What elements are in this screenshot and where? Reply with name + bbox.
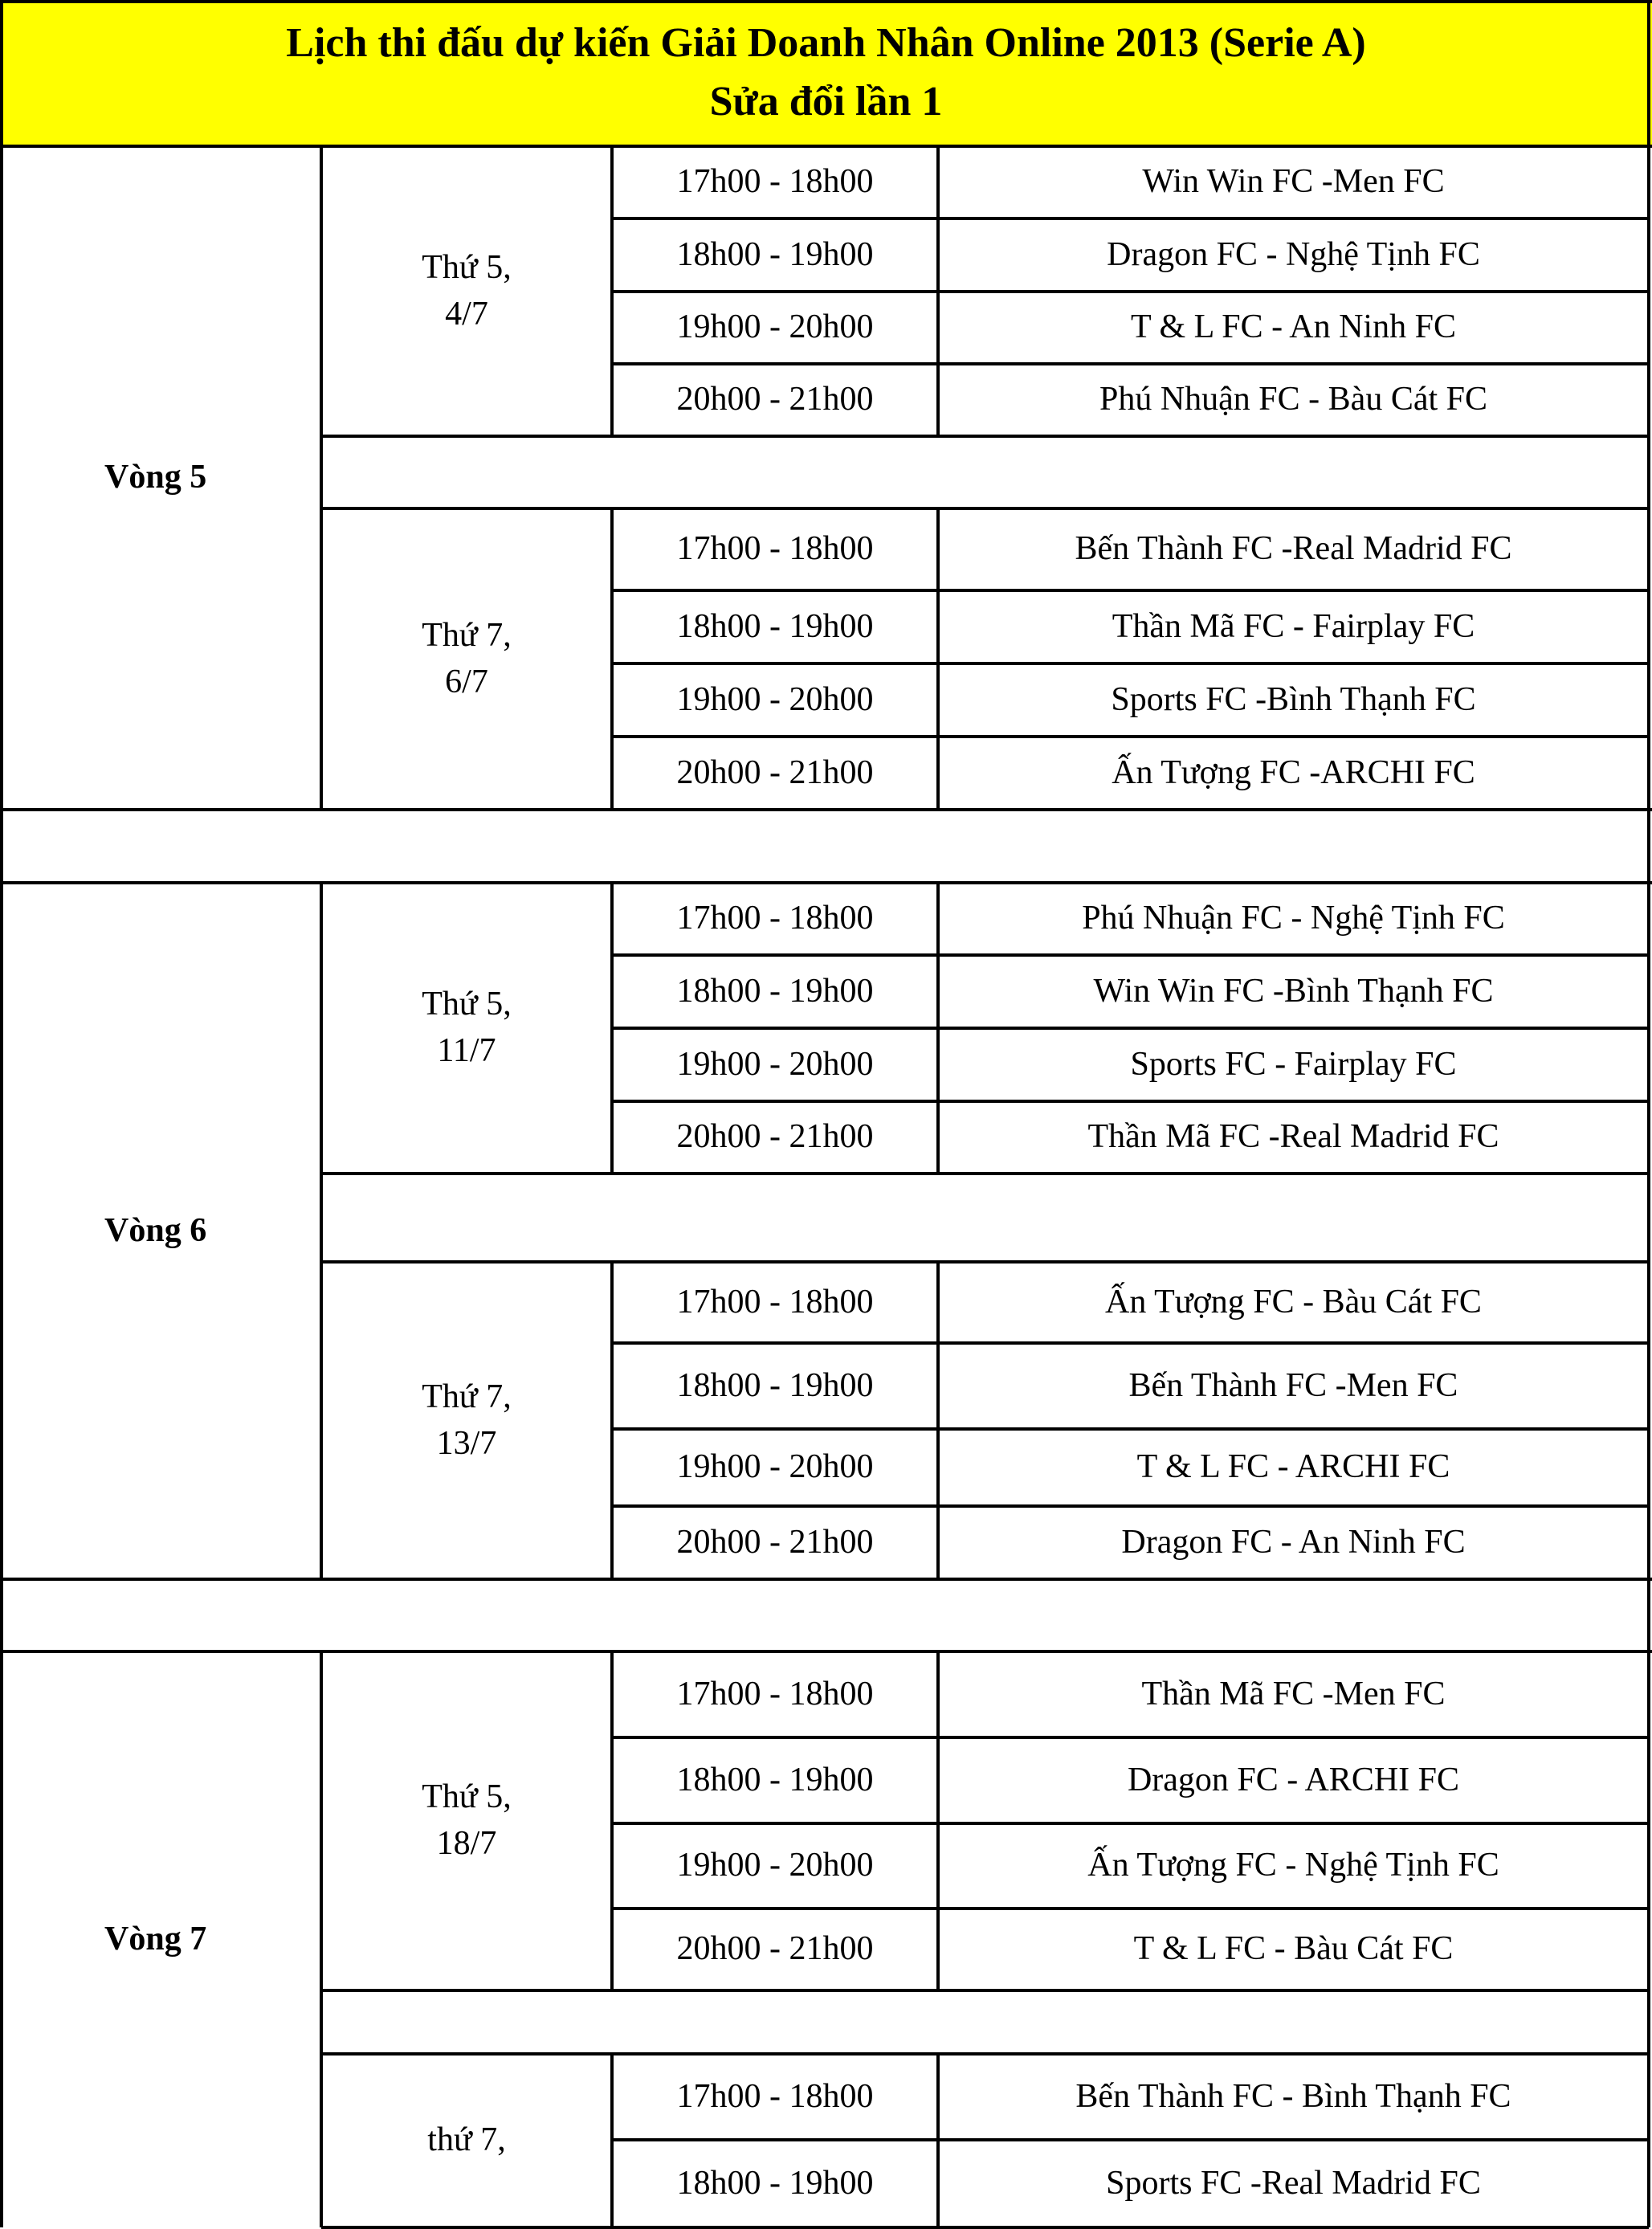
time-slot: 19h00 - 20h00 bbox=[676, 1448, 874, 1486]
match-fixture: Bến Thành FC - Bình Thạnh FC bbox=[1075, 2077, 1511, 2115]
time-slot: 17h00 - 18h00 bbox=[676, 163, 874, 201]
grid-line bbox=[321, 1989, 1649, 1992]
grid-line bbox=[610, 1262, 614, 1579]
grid-line bbox=[320, 1651, 323, 2227]
table-border bbox=[0, 0, 3, 146]
day-label: Thứ 5, 11/7 bbox=[422, 986, 512, 1069]
time-slot: 19h00 - 20h00 bbox=[676, 680, 874, 718]
table-border bbox=[1647, 1579, 1650, 1651]
match-fixture: Sports FC -Real Madrid FC bbox=[1106, 2164, 1481, 2202]
round-label: Vòng 6 bbox=[104, 1211, 207, 1249]
grid-line bbox=[1647, 146, 1650, 810]
grid-line bbox=[612, 1100, 1649, 1103]
grid-line bbox=[936, 508, 940, 810]
time-slot: 20h00 - 21h00 bbox=[676, 1930, 874, 1968]
time-slot: 19h00 - 20h00 bbox=[676, 308, 874, 346]
grid-line bbox=[321, 1172, 1649, 1175]
time-slot: 20h00 - 21h00 bbox=[676, 1118, 874, 1156]
table-border bbox=[0, 1579, 3, 1651]
time-slot: 19h00 - 20h00 bbox=[676, 1847, 874, 1884]
grid-line bbox=[1647, 883, 1650, 1579]
time-slot: 19h00 - 20h00 bbox=[676, 1045, 874, 1083]
grid-line bbox=[321, 435, 1649, 438]
time-slot: 20h00 - 21h00 bbox=[676, 753, 874, 791]
match-fixture: Sports FC -Bình Thạnh FC bbox=[1111, 680, 1476, 718]
match-fixture: Win Win FC -Men FC bbox=[1142, 163, 1445, 201]
match-fixture: Phú Nhuận FC - Nghệ Tịnh FC bbox=[1082, 900, 1505, 937]
day-label: Thứ 5, 18/7 bbox=[422, 1778, 512, 1862]
time-slot: 18h00 - 19h00 bbox=[676, 607, 874, 645]
match-fixture: Thần Mã FC - Fairplay FC bbox=[1112, 607, 1475, 645]
match-fixture: Dragon FC - Nghệ Tịnh FC bbox=[1107, 235, 1480, 273]
time-slot: 18h00 - 19h00 bbox=[676, 972, 874, 1010]
grid-line bbox=[321, 507, 1649, 510]
grid-line bbox=[612, 1822, 1649, 1825]
match-fixture: Thần Mã FC -Real Madrid FC bbox=[1087, 1118, 1499, 1156]
match-fixture: T & L FC - An Ninh FC bbox=[1131, 308, 1456, 346]
grid-line bbox=[610, 508, 614, 810]
table-border bbox=[1647, 810, 1650, 883]
time-slot: 17h00 - 18h00 bbox=[676, 530, 874, 568]
time-slot: 17h00 - 18h00 bbox=[676, 900, 874, 937]
grid-line bbox=[1647, 1651, 1650, 2227]
table-border bbox=[0, 810, 3, 883]
day-label: thứ 7, bbox=[427, 2121, 506, 2159]
grid-line bbox=[610, 883, 614, 1174]
table-border bbox=[0, 1650, 1652, 1653]
table-border bbox=[0, 0, 1652, 3]
time-slot: 18h00 - 19h00 bbox=[676, 235, 874, 273]
grid-line bbox=[610, 146, 614, 436]
grid-line bbox=[612, 362, 1649, 365]
grid-line bbox=[612, 217, 1649, 220]
round-label: Vòng 7 bbox=[104, 1920, 207, 1958]
grid-line bbox=[612, 1504, 1649, 1508]
grid-line bbox=[936, 1651, 940, 1990]
table-border bbox=[0, 881, 1652, 884]
match-fixture: Sports FC - Fairplay FC bbox=[1130, 1045, 1457, 1083]
time-slot: 20h00 - 21h00 bbox=[676, 381, 874, 418]
match-fixture: Bến Thành FC -Men FC bbox=[1128, 1366, 1458, 1404]
grid-line bbox=[936, 146, 940, 436]
grid-line bbox=[936, 2054, 940, 2227]
match-fixture: Bến Thành FC -Real Madrid FC bbox=[1075, 530, 1512, 568]
grid-line bbox=[936, 1262, 940, 1579]
table-border bbox=[1647, 0, 1650, 146]
title-line-2: Sửa đổi lần 1 bbox=[709, 79, 943, 125]
grid-line bbox=[612, 1027, 1649, 1030]
grid-line bbox=[612, 662, 1649, 665]
match-fixture: Dragon FC - ARCHI FC bbox=[1127, 1761, 1460, 1798]
round-label: Vòng 5 bbox=[104, 459, 207, 496]
title-line-1: Lịch thi đấu dự kiến Giải Doanh Nhân Online 2013 (Serie A) bbox=[286, 20, 1366, 67]
match-fixture: T & L FC - ARCHI FC bbox=[1136, 1448, 1450, 1486]
time-slot: 18h00 - 19h00 bbox=[676, 1366, 874, 1404]
match-fixture: Ấn Tượng FC - Nghệ Tịnh FC bbox=[1087, 1847, 1499, 1884]
schedule-title bbox=[0, 0, 1652, 146]
time-slot: 20h00 - 21h00 bbox=[676, 1523, 874, 1561]
grid-line bbox=[0, 1651, 3, 2227]
grid-line bbox=[936, 883, 940, 1174]
grid-line bbox=[612, 735, 1649, 738]
day-label: Thứ 5, 4/7 bbox=[422, 248, 512, 333]
match-fixture: Win Win FC -Bình Thạnh FC bbox=[1093, 972, 1494, 1010]
day-label: Thứ 7, 13/7 bbox=[422, 1378, 512, 1462]
day-label: Thứ 7, 6/7 bbox=[422, 616, 512, 700]
grid-line bbox=[321, 1260, 1649, 1264]
match-fixture: Ấn Tượng FC - Bàu Cát FC bbox=[1105, 1283, 1482, 1321]
grid-line bbox=[612, 1907, 1649, 1910]
grid-line bbox=[320, 146, 323, 810]
grid-line bbox=[321, 2052, 1649, 2055]
match-fixture: Phú Nhuận FC - Bàu Cát FC bbox=[1099, 381, 1488, 418]
table-border bbox=[0, 808, 1652, 811]
grid-line bbox=[612, 2138, 1649, 2141]
time-slot: 18h00 - 19h00 bbox=[676, 2164, 874, 2202]
grid-line bbox=[612, 290, 1649, 293]
match-fixture: Ấn Tượng FC -ARCHI FC bbox=[1112, 753, 1475, 791]
grid-line bbox=[612, 1341, 1649, 1345]
table-border bbox=[0, 145, 1652, 148]
grid-line bbox=[0, 883, 3, 1579]
match-fixture: T & L FC - Bàu Cát FC bbox=[1133, 1930, 1454, 1968]
grid-line bbox=[610, 1651, 614, 1990]
grid-line bbox=[612, 953, 1649, 957]
time-slot: 17h00 - 18h00 bbox=[676, 1283, 874, 1321]
time-slot: 17h00 - 18h00 bbox=[676, 1675, 874, 1713]
grid-line bbox=[612, 1427, 1649, 1431]
grid-line bbox=[612, 1736, 1649, 1739]
grid-line bbox=[320, 883, 323, 1579]
grid-line bbox=[612, 589, 1649, 592]
table-border bbox=[0, 1578, 1652, 1581]
grid-line bbox=[0, 146, 3, 810]
match-fixture: Thần Mã FC -Men FC bbox=[1141, 1675, 1446, 1713]
time-slot: 17h00 - 18h00 bbox=[676, 2077, 874, 2115]
match-fixture: Dragon FC - An Ninh FC bbox=[1121, 1523, 1466, 1561]
grid-line bbox=[610, 2054, 614, 2227]
time-slot: 18h00 - 19h00 bbox=[676, 1761, 874, 1798]
grid-line bbox=[321, 2226, 1649, 2229]
